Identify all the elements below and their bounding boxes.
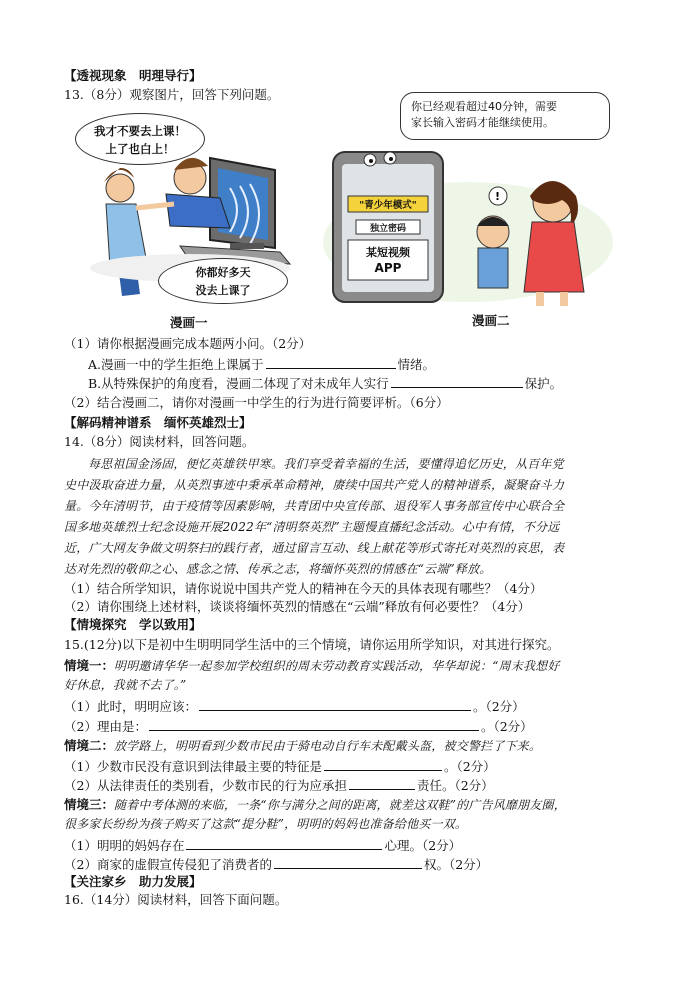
answer-blank[interactable] (149, 717, 479, 731)
answer-blank[interactable] (324, 757, 442, 771)
section-heading-1: 【透视现象 明理导行】 (64, 68, 202, 83)
section-heading-2: 【解码精神谱系 缅怀英雄烈士】 (64, 415, 252, 430)
q14-sub1: （1）结合所学知识，请你说说中国共产党人的精神在今天的具体表现有哪些？（4分） (64, 581, 543, 596)
answer-blank[interactable] (199, 697, 471, 711)
s2-q2-text: （2）从法律责任的类别看，少数市民的行为应承担 (64, 778, 347, 793)
s1-q2-text: （2）理由是： (64, 719, 147, 734)
cartoon-1-bubble-bottom (158, 258, 288, 304)
cartoon-2-caption: 漫画二 (472, 313, 510, 328)
q15-scenario1 (64, 657, 560, 675)
q13-subA (88, 355, 435, 373)
q14-para-line1: 每思祖国金汤固，便忆英雄铁甲寒。我们享受着幸福的生活，要懂得追忆历史，从百年党 (88, 457, 564, 471)
cartoon-1-caption: 漫画一 (170, 315, 208, 330)
s1-q1-end: 。（2分） (472, 699, 525, 714)
s3-q1-end: 心理。（2分） (384, 838, 462, 853)
cartoon-1-bubble-top (75, 113, 205, 165)
q13-subB-text: B.从特殊保护的角度看，漫画二体现了对未成年人实行 (88, 376, 389, 391)
bubble-text-line2: 上了也白上！ (105, 142, 175, 156)
s2-q2-end: 责任。（2分） (416, 778, 494, 793)
q14-para-line4: 国多地英雄烈士纪念设施开展2022年“清明祭英烈”主题慢直播纪念活动。心中有情，不分远 (64, 520, 560, 534)
q15-scenario3-cont: 很多家长纷纷为孩子购买了这款“提分鞋”，明明的妈妈也准备给他买一双。 (64, 817, 468, 831)
scenario1-text: 明明邀请华华一起参加学校组织的周末劳动教育实践活动，华华却说：“周末我想好 (114, 659, 560, 673)
s3-q2-end: 权。（2分） (423, 857, 489, 872)
q15-s1-q2 (64, 717, 533, 735)
q13-subB (88, 374, 562, 392)
q14-para-line2: 史中汲取奋进力量，从英烈事迹中秉承革命精神，赓续中国共产党人的精神谱系，凝聚奋斗力 (64, 478, 565, 492)
phone-label-youth: "青少年模式" (359, 200, 417, 211)
q15-s3-q2 (64, 855, 488, 873)
q13-title: 13.（8分）观察图片，回答下列问题。 (64, 87, 280, 102)
section-heading-3: 【情境探究 学以致用】 (64, 617, 202, 632)
s1-q1-text: （1）此时，明明应该： (64, 699, 197, 714)
q15-scenario2 (64, 737, 541, 755)
scenario2-text: 放学路上，明明看到少数市民由于骑电动自行车未配戴头盔，被交警拦了下来。 (114, 739, 542, 753)
bubble-text-line2: 没去上课了 (195, 284, 251, 297)
q13-sub2: （2）结合漫画二，请你对漫画一中学生的行为进行简要评析。（6分） (64, 395, 449, 410)
s3-q1-text: （1）明明的妈妈存在 (64, 838, 185, 853)
bubble-text-line1: 你都好多天 (195, 266, 251, 279)
scenario2-label: 情境二： (64, 738, 115, 753)
svg-text:!: ! (495, 190, 501, 203)
q13-subA-end: 情绪。 (397, 357, 436, 372)
section-heading-4: 【关注家乡 助力发展】 (64, 874, 202, 889)
q15-title: 15.(12分)以下是初中生明明同学生活中的三个情境，请你运用所学知识，对其进行探究。 (64, 637, 560, 652)
q13-subB-end: 保护。 (524, 376, 563, 391)
s3-q2-text: （2）商家的虚假宣传侵犯了消费者的 (64, 857, 272, 872)
cartoon-2-bubble (400, 92, 610, 140)
answer-blank[interactable] (274, 855, 422, 869)
phone-label-app1: 某短视频 (366, 246, 410, 259)
q14-sub2: （2）请你围绕上述材料，谈谈将缅怀英烈的情感在“云端”释放有何必要性？（4分） (64, 599, 531, 614)
s2-q1-text: （1）少数市民没有意识到法律最主要的特征是 (64, 759, 322, 774)
answer-blank[interactable] (349, 776, 415, 790)
scenario1-label: 情境一： (64, 658, 115, 673)
q14-para-line5: 近，广大网友争做文明祭扫的践行者，通过留言互动、线上献花等形式寄托对英烈的哀思，表 (64, 541, 565, 555)
bubble-text-line1: 你已经观看超过40分钟，需要 (411, 100, 557, 113)
q16-title: 16.（14分）阅读材料，回答下面问题。 (64, 892, 288, 907)
phone-label-app2: APP (374, 261, 402, 275)
answer-blank[interactable] (266, 355, 396, 369)
q13-subA-text: A.漫画一中的学生拒绝上课属于 (88, 357, 264, 372)
bubble-text-line2: 家长输入密码才能继续使用。 (411, 116, 554, 129)
phone-label-password: 独立密码 (369, 224, 406, 234)
cartoon-1 (70, 108, 300, 308)
answer-blank[interactable] (186, 836, 382, 850)
q14-para-line3: 量。今年清明节，由于疫情等因素影响，共青团中央宣传部、退役军人事务部宣传中心联合全 (64, 499, 565, 513)
s2-q1-end: 。（2分） (443, 759, 496, 774)
s1-q2-end: 。（2分） (480, 719, 533, 734)
bubble-text-line1: 我才不要去上课！ (94, 124, 186, 138)
q15-s2-q1 (64, 757, 496, 775)
scenario3-label: 情境三： (64, 797, 115, 812)
q14-para-line6: 达对先烈的敬仰之心、感念之情、传承之志，将缅怀英烈的情感在“云端”释放。 (64, 562, 492, 576)
q14-title: 14.（8分）阅读材料，回答问题。 (64, 434, 255, 449)
answer-blank[interactable] (391, 374, 523, 388)
q15-scenario1-cont: 好休息，我就不去了。” (64, 678, 187, 692)
q13-sub1: （1）请你根据漫画完成本题两小问。（2分） (64, 336, 312, 351)
q15-s3-q1 (64, 836, 461, 854)
q15-s2-q2 (64, 776, 494, 794)
q15-s1-q1 (64, 697, 525, 715)
q15-scenario3 (64, 796, 566, 814)
scenario3-text: 随着中考体测的来临，一条“你与满分之间的距离，就差这双鞋”的广告风靡朋友圈， (114, 798, 566, 812)
